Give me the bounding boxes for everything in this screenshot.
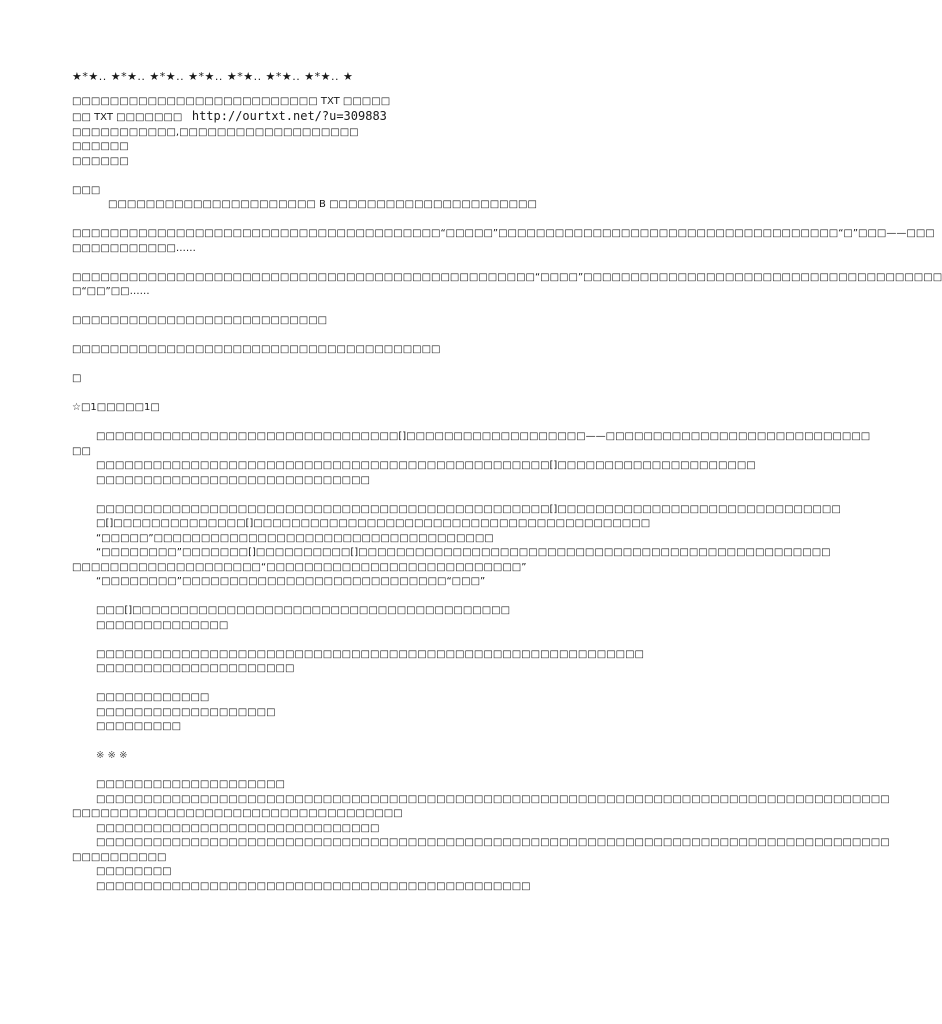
body-line: □□□□□□□□□□□□□□□□□□□□□□□□□□□□□□□□□□□□□□□□□□□□□□□□□□□□□□□□□□ — [96, 648, 644, 660]
body-line — [72, 488, 696, 503]
body-line: □□□□□□□□□□□□□□□□□□□□□□□□□□□□□□□□□□□ — [72, 808, 403, 819]
intro-line: □□□□□□□□□□□,□□□□□□□□□□□□□□□□□□□ — [72, 126, 359, 138]
intro-line: □□□□□□□□□□□□□□□□□□□□□□□□□□ TXT □□□□□ — [72, 95, 391, 107]
blurb-paragraph: □□□□□□□□□□□□□□□□□□□□□□□□□□□ — [72, 315, 328, 326]
blurb-paragraph: □□□□□□□□□□□□□□□□□□□□□□□□□□□□□□□□□□□□□□□ — [72, 344, 441, 355]
body-line: □□□□□□□□□□□□□□□□□□□□□□□□□□□□□□□□[]□□□□□□□□□□□□□□□□□□□——□□□□□□□□□□□□□□□□□□□□□□□□□□□□ — [96, 431, 871, 442]
body-line: “□□□□□□□□”□□□□□□□[]□□□□□□□□□□[]□□□□□□□□□□□□□□□□□□□□□□□□□□□□□□□□□□□□□□□□□□□□□□□□□□ — [96, 547, 831, 558]
body-line: □□□□□□□□□□□□□□ — [96, 619, 229, 631]
body-line: □□□[]□□□□□□□□□□□□□□□□□□□□□□□□□□□□□□□□□□□□□□□□ — [96, 605, 511, 616]
body-line — [72, 633, 696, 648]
chapter-body — [72, 430, 890, 894]
decorative-stars: ★*★.. ★*★.. ★*★.. ★*★.. ★*★.. ★*★.. ★*★.. ★ — [72, 70, 354, 83]
blurb-paragraph: □□□□□□□□□□□□□□□□□□□□□□□□□□□□□□□□□□□□□□□□□□□□□□□□□“□□□□”□□□□□□□□□□□□□□□□□□□□□□□□□□□□□□□□□□□□□□ — [72, 271, 942, 283]
body-line: □□□□□□□□□ — [96, 721, 182, 732]
body-line: □□□□□□□□□□□□□□□□□□□□“□□□□□□□□□□□□□□□□□□□□□□□□□□□” — [72, 561, 527, 573]
blurb-paragraph: □ — [72, 373, 82, 384]
section-separator: ※ ※ ※ — [96, 750, 128, 761]
body-line: □□□□□□□□□□ — [72, 851, 167, 863]
body-line: □[]□□□□□□□□□□□□□□[]□□□□□□□□□□□□□□□□□□□□□□□□□□□□□□□□□□□□□□□□□□ — [96, 518, 651, 529]
body-line: □□□□□□□□□□□□□□□□□□□□□□□□□□□□□□□□□□□□□□□□□□□□□□□□[]□□□□□□□□□□□□□□□□□□□□□□□□□□□□□□ — [96, 503, 841, 515]
chapter-title: ☆□1□□□□□1□ — [72, 402, 160, 413]
body-line: □□ — [72, 445, 91, 457]
body-line — [72, 590, 696, 605]
blurb-paragraph: □□□□□□□□□□□□□□□□□□□□□□□□□□□□□□□□□□□□□□□“□□□□□”□□□□□□□□□□□□□□□□□□□□□□□□□□□□□□□□□□□□“□”□□□——□□□ — [72, 228, 935, 239]
body-line: □□□□□□□□□□□□□□□□□□□□□□□□□□□□□□□□□□□□□□□□□□□□□□□□[]□□□□□□□□□□□□□□□□□□□□□ — [96, 460, 756, 471]
source-url-link[interactable]: http://ourtxt.net/?u=309883 — [191, 109, 387, 123]
body-line: □□□□□□□□□□□□□□□□□□□□□□□□□□□□□□ — [96, 822, 380, 834]
intro-line-with-url — [72, 109, 696, 126]
body-line: □□□□□□□□□□□□□□□□□□□ — [96, 706, 276, 718]
blurb-paragraph: □□□□□□□□□□□…… — [72, 242, 196, 254]
intro-line: □□□□□□ — [72, 155, 129, 167]
body-line: “□□□□□□□□”□□□□□□□□□□□□□□□□□□□□□□□□□□□□“□□□” — [96, 576, 486, 587]
body-line: □□□□□□□□□□□□□□□□□□□□□□□□□□□□□□□□□□□□□□□□□□□□□□ — [96, 880, 531, 892]
body-line: □□□□□□□□ — [96, 866, 172, 877]
body-line: “□□□□□”□□□□□□□□□□□□□□□□□□□□□□□□□□□□□□□□□□□□ — [96, 532, 494, 544]
document-page — [72, 70, 942, 894]
body-line: □□□□□□□□□□□□□□□□□□□□□ — [96, 663, 295, 674]
body-line — [72, 677, 696, 692]
body-line: □□□□□□□□□□□□ — [96, 692, 210, 703]
blurb-paragraph: □“□□”□□…… — [72, 286, 150, 297]
body-line: □□□□□□□□□□□□□□□□□□□□ — [96, 779, 285, 790]
blurb-label: □□□ — [72, 184, 101, 196]
blurb-subtitle: □□□□□□□□□□□□□□□□□□□□□□ B □□□□□□□□□□□□□□□□□□□□□□ — [108, 199, 537, 210]
intro-text: □□ TXT □□□□□□□ — [72, 112, 183, 123]
intro-line: □□□□□□ — [72, 141, 129, 152]
body-line: □□□□□□□□□□□□□□□□□□□□□□□□□□□□□□□□□□□□□□□□□□□□□□□□□□□□□□□□□□□□□□□□□□□□□□□□□□□□□□□□□□□□ — [96, 837, 890, 848]
body-line: □□□□□□□□□□□□□□□□□□□□□□□□□□□□□□□□□□□□□□□□□□□□□□□□□□□□□□□□□□□□□□□□□□□□□□□□□□□□□□□□□□□□ — [96, 793, 890, 805]
body-line: □□□□□□□□□□□□□□□□□□□□□□□□□□□□□ — [96, 474, 370, 486]
